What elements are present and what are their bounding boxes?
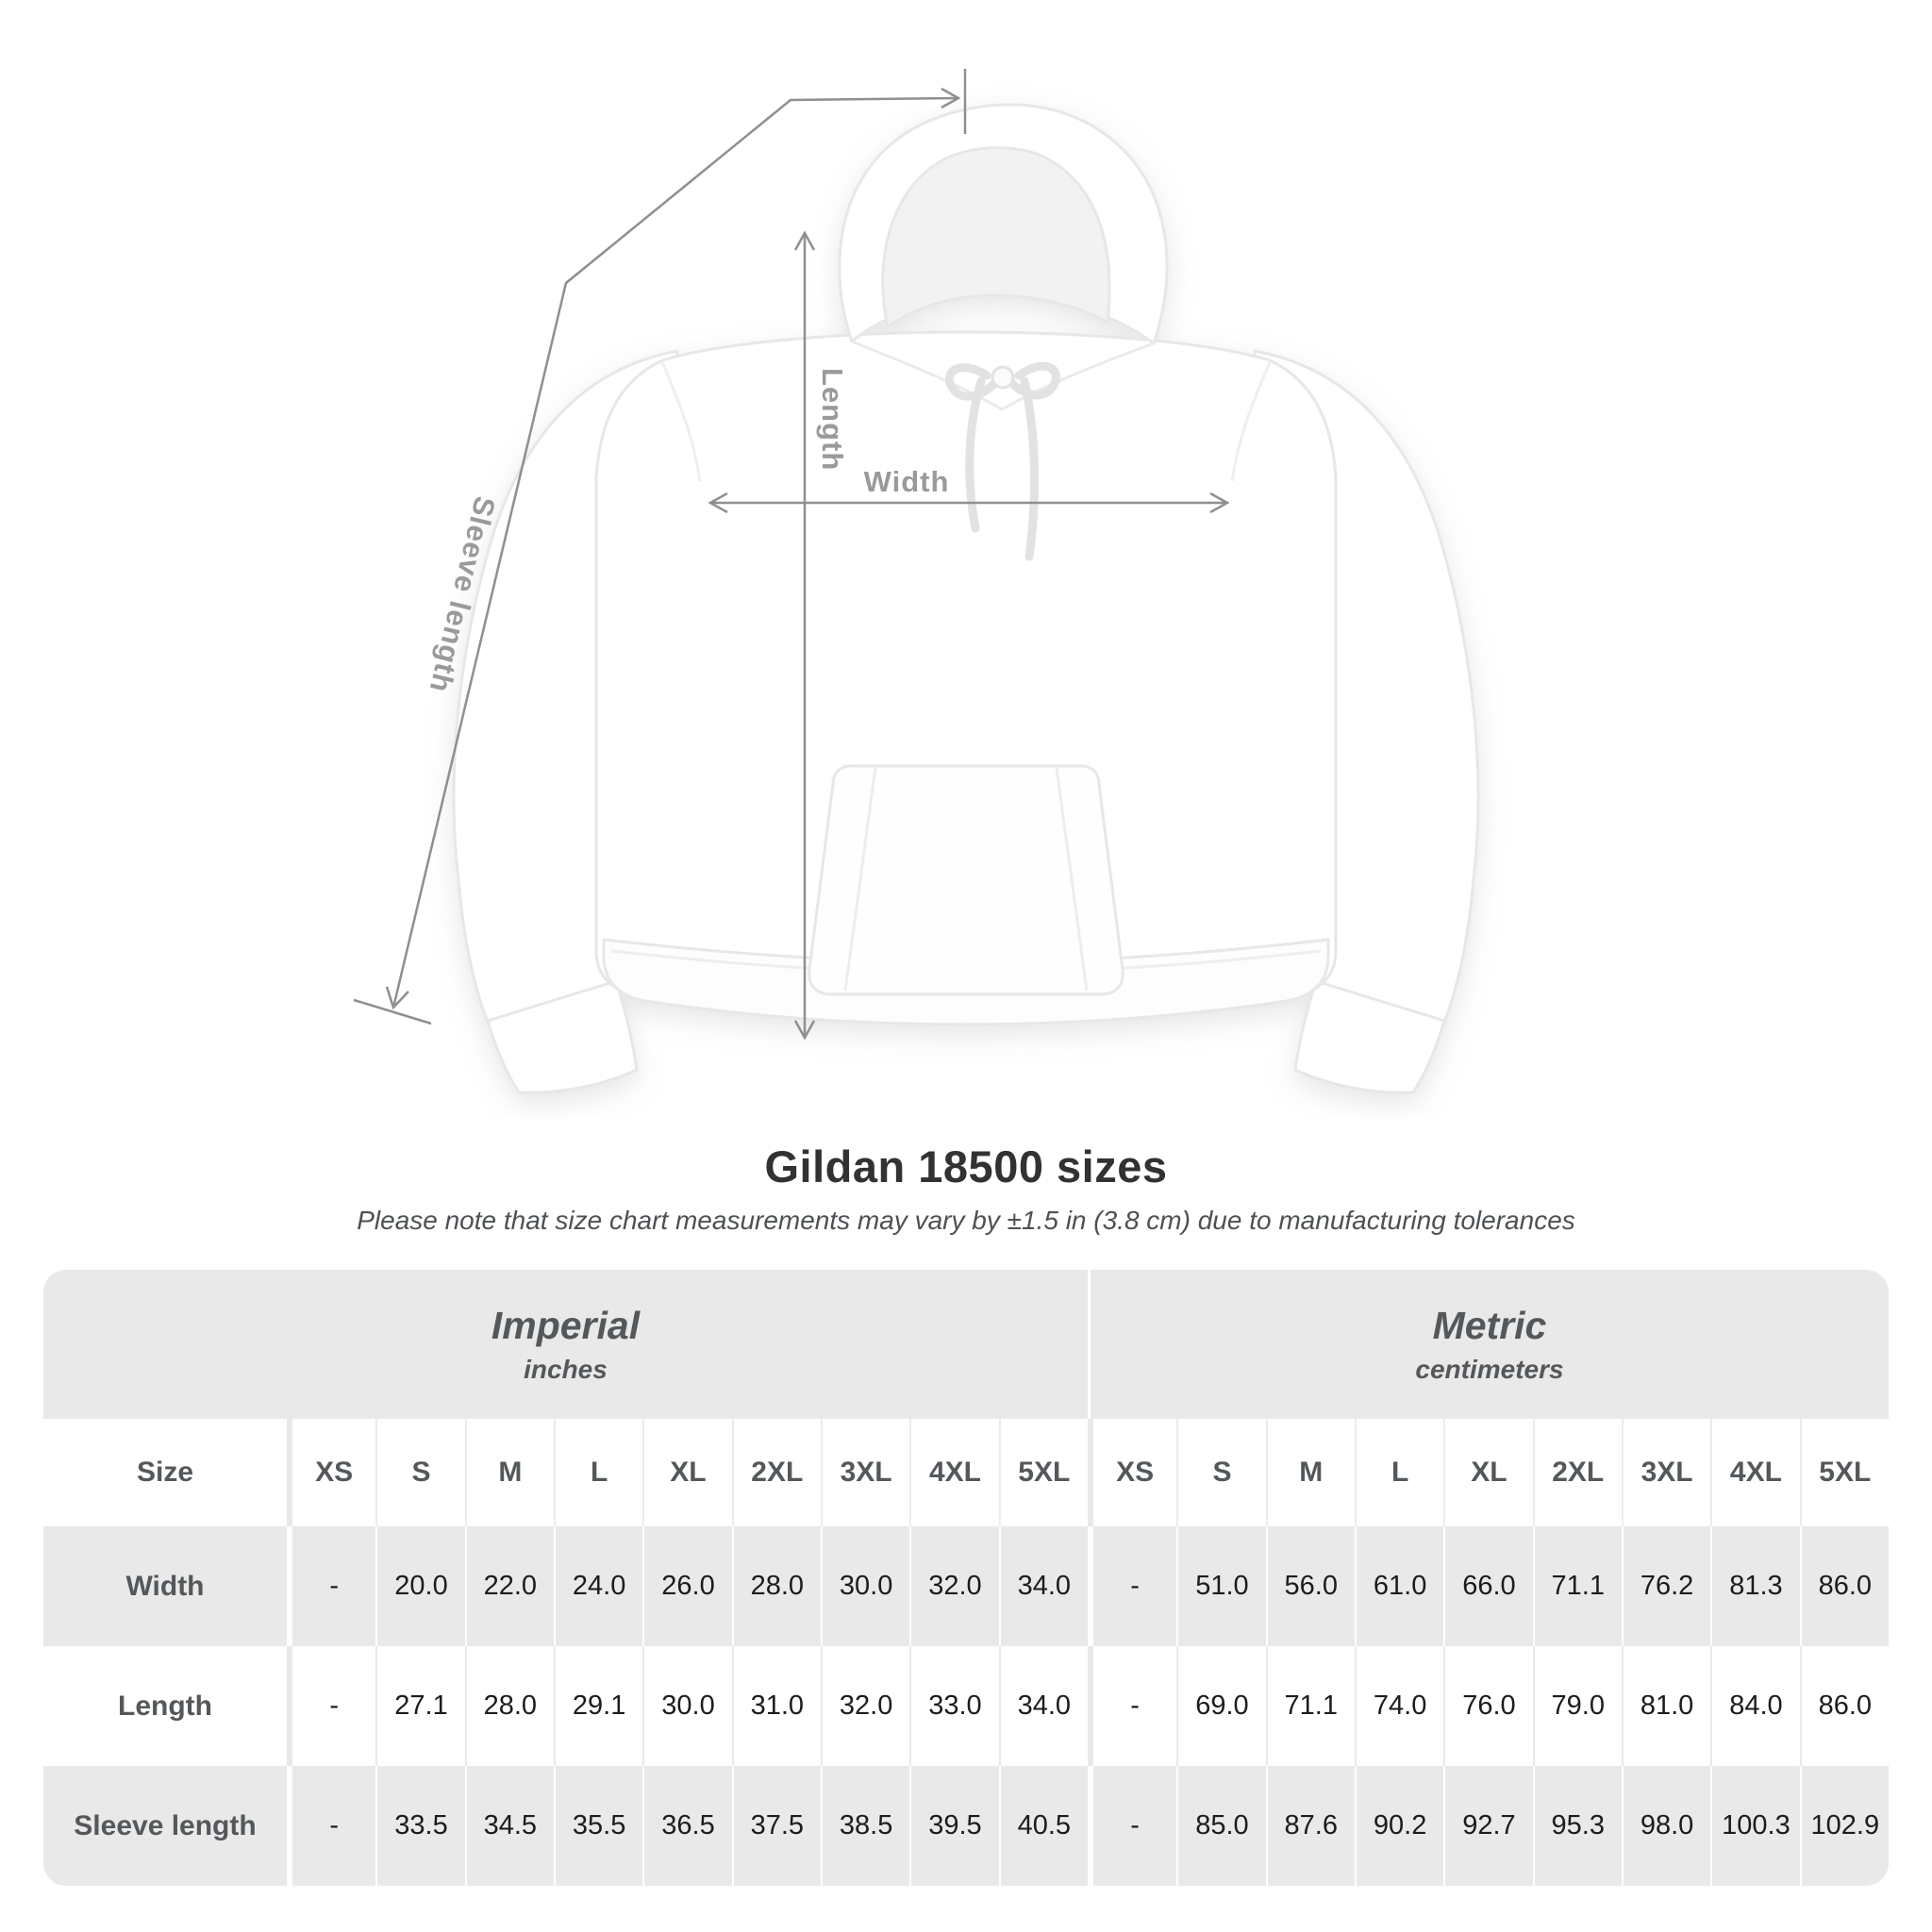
table-cell: 30.0 [821, 1526, 909, 1646]
width-label: Width [863, 465, 950, 498]
table-cell: 34.5 [465, 1766, 554, 1886]
table-cell: 95.3 [1533, 1766, 1622, 1886]
table-cell: 29.1 [554, 1646, 642, 1766]
size-col-header: XL [642, 1419, 731, 1526]
table-cell: - [1088, 1766, 1176, 1886]
table-cell: 79.0 [1533, 1646, 1622, 1766]
hoodie-illustration [454, 105, 1478, 1092]
size-col-header: S [1176, 1419, 1265, 1526]
hoodie-pocket [809, 766, 1124, 994]
table-cell: 20.0 [375, 1526, 464, 1646]
size-col-header: 5XL [1800, 1419, 1889, 1526]
table-cell: 98.0 [1622, 1766, 1710, 1886]
table-cell: 39.5 [909, 1766, 998, 1886]
table-cell: - [287, 1646, 375, 1766]
hoodie-drawstring-knot [992, 367, 1013, 388]
size-col-header: M [465, 1419, 554, 1526]
table-cell: 32.0 [909, 1526, 998, 1646]
size-col-header: 4XL [1710, 1419, 1799, 1526]
table-cell: 32.0 [821, 1646, 909, 1766]
table-cell: - [1088, 1646, 1176, 1766]
table-cell: - [287, 1766, 375, 1886]
table-cell: - [287, 1526, 375, 1646]
metric-group-name: Metric [1432, 1303, 1547, 1347]
table-row-width [43, 1526, 1889, 1646]
table-cell: 22.0 [465, 1526, 554, 1646]
table-cell: 69.0 [1176, 1646, 1265, 1766]
table-cell: 61.0 [1355, 1526, 1443, 1646]
size-column-header: Size [43, 1419, 287, 1526]
metric-group-header [1088, 1270, 1889, 1419]
table-cell: 33.0 [909, 1646, 998, 1766]
table-row-length [43, 1646, 1889, 1766]
imperial-group-unit: inches [524, 1354, 608, 1384]
table-cell: 84.0 [1710, 1646, 1799, 1766]
table-cell: 86.0 [1800, 1526, 1889, 1646]
page-title: Gildan 18500 sizes [764, 1141, 1168, 1191]
size-col-header: 5XL [999, 1419, 1088, 1526]
size-col-header: S [375, 1419, 464, 1526]
table-cell: 30.0 [642, 1646, 731, 1766]
table-cell: 34.0 [999, 1526, 1088, 1646]
row-label: Length [43, 1646, 287, 1766]
table-cell: 28.0 [732, 1526, 821, 1646]
table-cell: 31.0 [732, 1646, 821, 1766]
size-col-header: 3XL [1622, 1419, 1710, 1526]
metric-group-unit: centimeters [1415, 1354, 1564, 1384]
table-cell: - [1088, 1526, 1176, 1646]
table-cell: 66.0 [1443, 1526, 1532, 1646]
table-cell: 38.5 [821, 1766, 909, 1886]
size-col-header: L [1355, 1419, 1443, 1526]
size-col-header: 2XL [732, 1419, 821, 1526]
size-col-header: XS [287, 1419, 375, 1526]
table-cell: 71.1 [1533, 1526, 1622, 1646]
row-label: Sleeve length [43, 1766, 287, 1886]
table-cell: 87.6 [1266, 1766, 1355, 1886]
size-col-header: 3XL [821, 1419, 909, 1526]
table-cell: 85.0 [1176, 1766, 1265, 1886]
imperial-group-name: Imperial [491, 1303, 641, 1347]
row-label: Width [43, 1526, 287, 1646]
table-cell: 86.0 [1800, 1646, 1889, 1766]
size-col-header: 2XL [1533, 1419, 1622, 1526]
table-cell: 33.5 [375, 1766, 464, 1886]
table-cell: 28.0 [465, 1646, 554, 1766]
table-cell: 34.0 [999, 1646, 1088, 1766]
table-cell: 40.5 [999, 1766, 1088, 1886]
table-cell: 76.2 [1622, 1526, 1710, 1646]
table-cell: 56.0 [1266, 1526, 1355, 1646]
table-cell: 35.5 [554, 1766, 642, 1886]
sleeve-length-label: Sleeve length [423, 492, 502, 697]
table-cell: 100.3 [1710, 1766, 1799, 1886]
table-cell: 81.0 [1622, 1646, 1710, 1766]
size-col-header: XS [1088, 1419, 1176, 1526]
table-cell: 37.5 [732, 1766, 821, 1886]
table-row-sleeve-length [43, 1766, 1889, 1886]
imperial-group-header [43, 1270, 1088, 1419]
table-cell: 92.7 [1443, 1766, 1532, 1886]
table-cell: 26.0 [642, 1526, 731, 1646]
table-cell: 81.3 [1710, 1526, 1799, 1646]
table-cell: 76.0 [1443, 1646, 1532, 1766]
size-col-header: M [1266, 1419, 1355, 1526]
table-cell: 27.1 [375, 1646, 464, 1766]
size-header-row [43, 1419, 1889, 1526]
table-cell: 90.2 [1355, 1766, 1443, 1886]
table-cell: 71.1 [1266, 1646, 1355, 1766]
table-cell: 74.0 [1355, 1646, 1443, 1766]
tolerance-note: Please note that size chart measurements may vary by ±1.5 in (3.8 cm) due to manufacturing tolerances [357, 1206, 1575, 1235]
size-chart-table [43, 1270, 1889, 1886]
size-col-header: XL [1443, 1419, 1532, 1526]
size-col-header: L [554, 1419, 642, 1526]
table-cell: 51.0 [1176, 1526, 1265, 1646]
table-cell: 102.9 [1800, 1766, 1889, 1886]
size-col-header: 4XL [909, 1419, 998, 1526]
table-cell: 24.0 [554, 1526, 642, 1646]
table-cell: 36.5 [642, 1766, 731, 1886]
unit-group-header-row [43, 1270, 1889, 1419]
length-label: Length [816, 368, 849, 472]
